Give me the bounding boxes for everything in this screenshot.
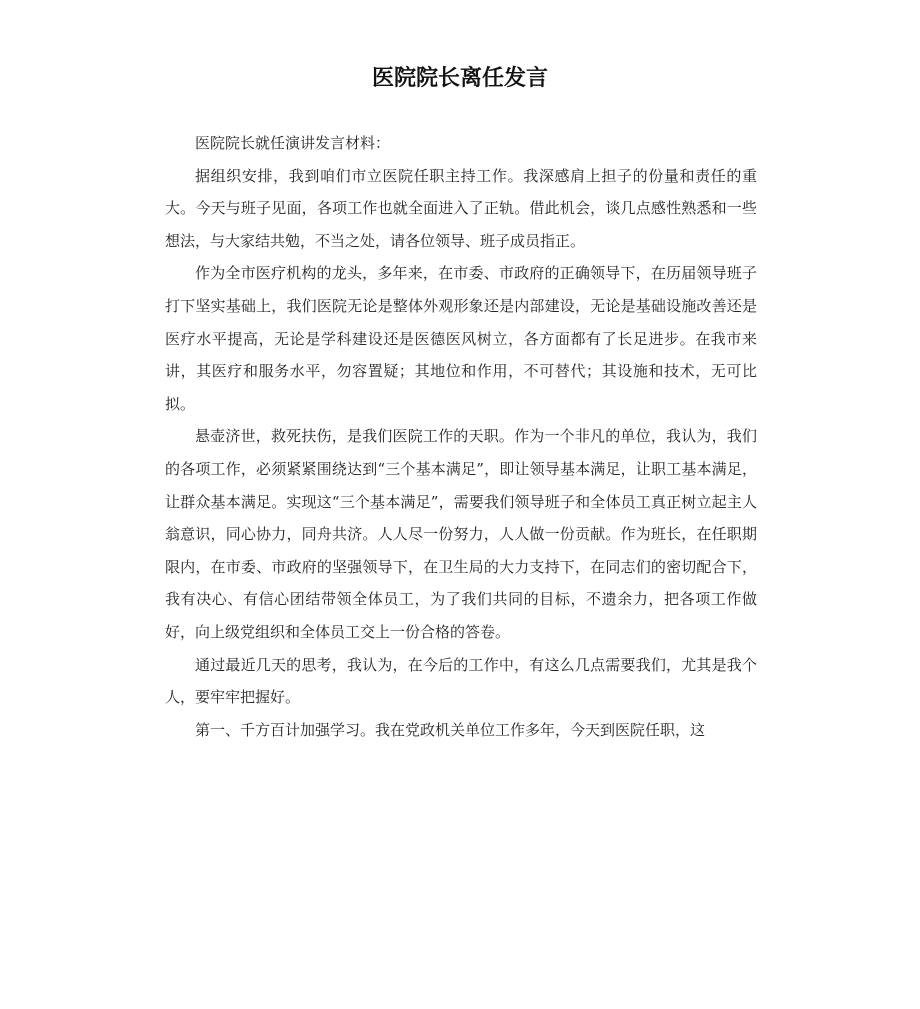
document-body <box>165 127 757 746</box>
paragraph: 悬壶济世，救死扶伤，是我们医院工作的天职。作为一个非凡的单位，我认为，我们的各项工作，必须紧紧围绕达到“三个基本满足”，即让领导基本满足，让职工基本满足，让群众基本满足。实现这“三个基本满足”，需要我们领导班子和全体员工真正树立起主人翁意识，同心协力，同舟共济。人人尽一份努力，人人做一份贡献。作为班长，在任职期限内，在市委、市政府的坚强领导下，在卫生局的大力支持下，在同志们的密切配合下，我有决心、有信心团结带领全体员工，为了我们共同的目标，不遗余力，把各项工作做好，向上级党组织和全体员工交上一份合格的答卷。 <box>165 427 757 641</box>
paragraph: 作为全市医疗机构的龙头，多年来，在市委、市政府的正确领导下，在历届领导班子打下坚实基础上，我们医院无论是整体外观形象还是内部建设，无论是基础设施改善还是医疗水平提高，无论是学科建设还是医德医风树立，各方面都有了长足进步。在我市来讲，其医疗和服务水平，勿容置疑；其地位和作用，不可替代；其设施和技术，无可比拟。 <box>165 264 757 413</box>
paragraph: 医院院长就任演讲发言材料： <box>195 134 391 152</box>
document-title: 医院院长离任发言 <box>371 66 548 91</box>
paragraph: 第一、千方百计加强学习。我在党政机关单位工作多年，今天到医院任职，这 <box>195 720 706 739</box>
paragraph: 通过最近几天的思考，我认为，在今后的工作中，有这么几点需要我们，尤其是我个人，要牢牢把握好。 <box>165 655 757 707</box>
paragraph: 据组织安排，我到咱们市立医院任职主持工作。我深感肩上担子的份量和责任的重大。今天与班子见面，各项工作也就全面进入了正轨。借此机会，谈几点感性熟悉和一些想法，与大家结共勉，不当之处，请各位领导、班子成员指正。 <box>165 166 757 250</box>
